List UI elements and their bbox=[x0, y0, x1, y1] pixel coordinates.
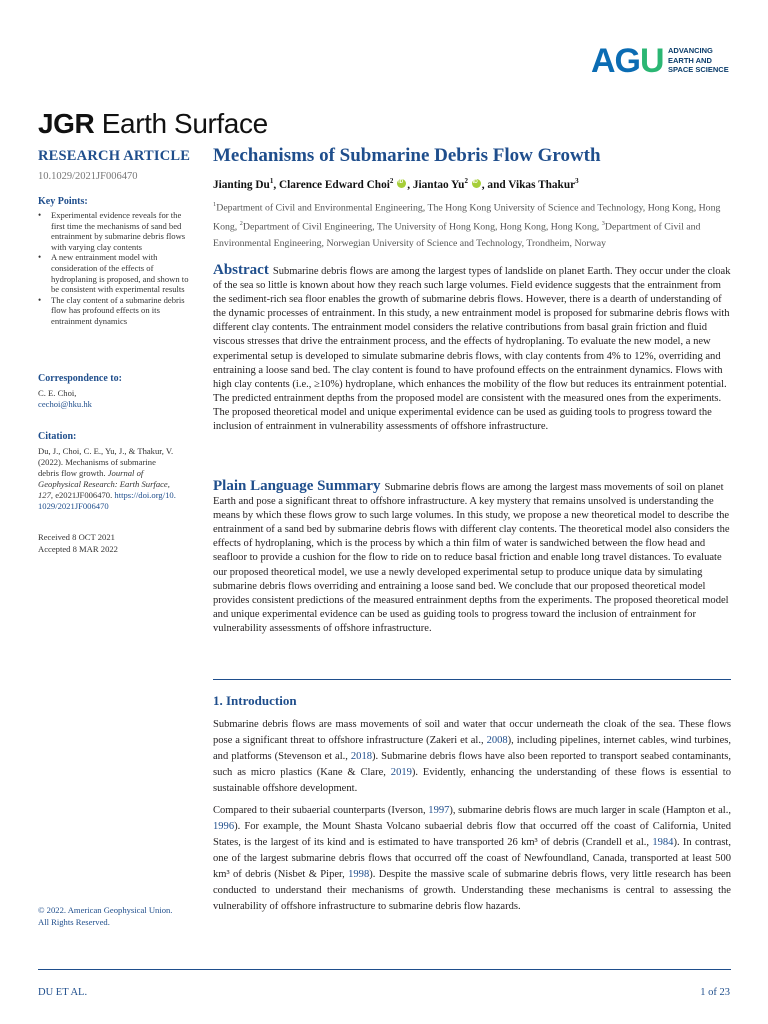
author-name: Vikas Thakur bbox=[508, 178, 576, 191]
orcid-icon[interactable] bbox=[397, 179, 406, 188]
author-affiliation-index: 1 bbox=[269, 177, 274, 185]
author-affiliation-index: 2 bbox=[464, 177, 468, 185]
citation-year-link[interactable]: 1984 bbox=[652, 837, 674, 848]
key-point: • A new entrainment model with consideration of the effects of hydroplaning is proposed, and shown to be consistent with experimental results bbox=[38, 252, 194, 294]
key-point: • Experimental evidence reveals for the first time the mechanisms of sand bed entrainment by submarine debris flows with varying clay contents bbox=[38, 210, 194, 252]
journal-name bbox=[38, 109, 268, 139]
abstract-label: Abstract bbox=[213, 262, 269, 278]
correspondent-name: C. E. Choi, bbox=[38, 388, 77, 398]
author-affiliation-index: 3 bbox=[575, 177, 579, 185]
affiliation-index: 1 bbox=[213, 201, 217, 208]
citation-year-link[interactable]: 2018 bbox=[350, 751, 372, 762]
correspondence-heading: Correspondence to: bbox=[38, 373, 122, 384]
citation-text: Du, J., Choi, C. E., Yu, J., & Thakur, V. (2022). Mechanisms of submarine debris flow growth. bbox=[38, 446, 174, 478]
pls-label: Plain Language Summary bbox=[213, 478, 381, 494]
affiliations bbox=[213, 197, 731, 252]
affiliation-text: Department of Civil and Environmental Engineering, The Hong Kong University of Science and Technology, Hong Kong, Hong Kong, bbox=[213, 202, 721, 233]
agu-logo-mark bbox=[591, 44, 664, 78]
copyright-line: © 2022. American Geophysical Union. bbox=[38, 905, 173, 915]
citation-year-link[interactable]: 1998 bbox=[348, 869, 370, 880]
agu-tagline bbox=[668, 46, 738, 75]
abstract-text-continued: The predicted entrainment depths from the proposed model are consistent with the measured ones from the experiments. The proposed theoretical model and unique experimental evidence can be used as guiding tools to progress toward the inclusion of entrainment in vulnerability assessments of offshore infrastructure. bbox=[213, 392, 722, 433]
article-main bbox=[213, 145, 731, 634]
affiliation-index: 3 bbox=[601, 220, 605, 228]
citation-article: , e2021JF006470. bbox=[50, 490, 113, 500]
copyright-line: All Rights Reserved. bbox=[38, 917, 110, 927]
accepted-date: Accepted 8 MAR 2022 bbox=[38, 544, 118, 554]
citation-doi-link[interactable]: https://doi.org/10.1029/2021JF006470 bbox=[38, 490, 176, 511]
doi[interactable]: 10.1029/2021JF006470 bbox=[38, 171, 138, 182]
citation-volume: 127 bbox=[38, 490, 51, 500]
affiliation-index: 2 bbox=[239, 220, 243, 228]
citation-year-link[interactable]: 2019 bbox=[390, 767, 412, 778]
journal-name-bold: JGR bbox=[38, 108, 95, 139]
author-name: Jianting Du bbox=[213, 178, 270, 191]
author-list: Jianting Du$^1$, Clarence Edward Choi$^2$ iD , Jiantao Yu$^2$ iD , and Vikas Thakur$^3$ bbox=[213, 177, 579, 191]
agu-tagline-line: EARTH AND bbox=[668, 55, 712, 65]
intro-paragraph-2: Compared to their subaerial counterparts (Iverson, 1997), submarine debris flows are much larger in scale (Hampton et al., 1996). For example, the Mount Shasta Volcano subaerial debris flow that occurred off the coast of California, United States, is the largest of its kind and is estimated to have transported 26 km³ of debris (Crandell et al., 1984). In contrast, one of the largest submarine debris flows that occurred off the coast of Newfoundland, Canada, transported at least 500 km³ of debris (Nisbet & Piper, 1998). Despite the massive scale of submarine debris flows, very little research has been conducted to understand their mechanisms of growth. Understanding these mechanisms is central to assessing the vulnerability of offshore infrastructure to submarine debris flow hazards. bbox=[213, 805, 732, 912]
footer-authors: DU ET AL. bbox=[38, 987, 88, 998]
citation-year-link[interactable]: 2008 bbox=[486, 735, 508, 746]
affiliation-text: Department of Civil Engineering, The University of Hong Kong, Hong Kong, Hong Kong, bbox=[242, 221, 602, 233]
section-divider bbox=[213, 679, 731, 680]
agu-logo-letter-u: U bbox=[640, 42, 664, 80]
abstract bbox=[213, 263, 731, 434]
dates bbox=[38, 531, 118, 555]
abstract-text: Submarine debris flows are among the largest types of landslide on planet Earth. They occur under the cloak of the sea so little is known about how they reach such large volumes. Field evidence suggests that the entrainment from the sediment-rich sea floor enables the growth of submarine debris flows. However, there is a dearth of understanding of the dynamic processes of entrainment. In this study, a new entrainment model is proposed for submarine debris flows with different clay contents. The entrainment model considers the relative contributions from basal grain friction and fluid viscous stresses that drive the entrainment process, and the effects of hydroplaning. To evaluate the new model, a new experimental setup is developed to simulate submarine debris flows, with clay contents from 4% to 12%, overriding and entraining a loose sand bed. The clay content is found to have profound effects on the entrainment dynamics. Flows with high clay contents (i.e., ≥10%) hydroplane, which enhances the mobility of the flow but reduces its entrainment potential. bbox=[213, 266, 731, 390]
correspondent-email-link[interactable]: cechoi@hku.hk bbox=[38, 399, 92, 409]
author-affiliation-index: 2 bbox=[389, 177, 394, 185]
agu-logo bbox=[591, 44, 731, 78]
author-name: Clarence Edward Choi bbox=[278, 178, 390, 191]
citation: Du, J., Choi, C. E., Yu, J., & Thakur, V. (2022). Mechanisms of submarine debris flow growth. Journal of Geophysical Research: Earth Surface, 127, e2021JF006470. https://doi.org/10.1029/2021JF006470 bbox=[38, 446, 176, 511]
received-date: Received 8 OCT 2021 bbox=[38, 532, 115, 542]
correspondence bbox=[38, 388, 92, 410]
agu-tagline-line: ADVANCING bbox=[668, 46, 713, 55]
sidebar bbox=[38, 148, 198, 182]
citation-journal: Journal of Geophysical Research: Earth Surface bbox=[38, 468, 168, 489]
key-point: • The clay content of a submarine debris flow has profound effects on its entrainment dynamics bbox=[38, 295, 194, 327]
copyright bbox=[38, 904, 172, 928]
orcid-icon[interactable] bbox=[472, 179, 481, 188]
agu-tagline-line: SPACE SCIENCE bbox=[668, 65, 729, 74]
plain-language-summary bbox=[213, 479, 731, 636]
citation-heading: Citation: bbox=[38, 431, 77, 442]
key-points-heading: Key Points: bbox=[38, 196, 88, 207]
affiliation-text: Department of Civil and Environmental Engineering, Norwegian University of Science and Technology, Trondheim, Norway bbox=[213, 221, 701, 249]
journal-name-rest: Earth Surface bbox=[94, 108, 268, 139]
key-points-list bbox=[38, 210, 194, 327]
page-number: 1 of 23 bbox=[700, 987, 730, 998]
intro-paragraph-1: Submarine debris flows are mass movements of soil and water that occur underneath the cloak of the sea. These flows pose a significant threat to offshore infrastructure (Zakeri et al., 2008), including pipelines, internet cables, wind turbines, and platforms (Stevenson et al., 2018). Submarine debris flows have also been reported to transport seabed contaminants, such as micro plastics (Kane & Clare, 2019). Evidently, enhancing the understanding of these flows is essential to sustainable offshore development. bbox=[213, 719, 732, 794]
agu-logo-letters: AG bbox=[591, 42, 640, 80]
introduction-heading: 1. Introduction bbox=[213, 693, 297, 708]
footer-divider bbox=[38, 969, 731, 970]
citation-year-link[interactable]: 1997 bbox=[428, 805, 450, 816]
article-type: RESEARCH ARTICLE bbox=[38, 148, 191, 164]
author-name: Jiantao Yu bbox=[412, 178, 465, 191]
citation-year-link[interactable]: 1996 bbox=[213, 821, 235, 832]
pls-text: Submarine debris flows are among the largest mass movements of soil on planet Earth and pose a significant threat to offshore infrastructure. A key mystery that remains unsolved is understanding the means by which these flows grow to such large volumes. In this study, we propose a new theoretical model to describe the entrainment of a sand bed by submarine debris flows with different clay contents. The theoretical model also considers the effects of hydroplaning, which is the process by which a thin film of water is sandwiched between the flow head and seafloor to provide a cushion for the flow to ride on to reduce basal friction and enable long travel distances. To evaluate our proposed theoretical model, we use a newly developed experimental setup to produce unique data by simulating submarine debris flows overriding and entraining a loose sand bed. We conclude that our proposed theoretical model provides consistent predictions of the measured entrainment depths from the experiments. The proposed theoretical model and unique experimental evidence can be used as guiding tools to progress toward the inclusion of entrainment for vulnerability assessments of offshore infrastructure. bbox=[213, 482, 730, 634]
article-title: Mechanisms of Submarine Debris Flow Growth bbox=[213, 145, 601, 166]
